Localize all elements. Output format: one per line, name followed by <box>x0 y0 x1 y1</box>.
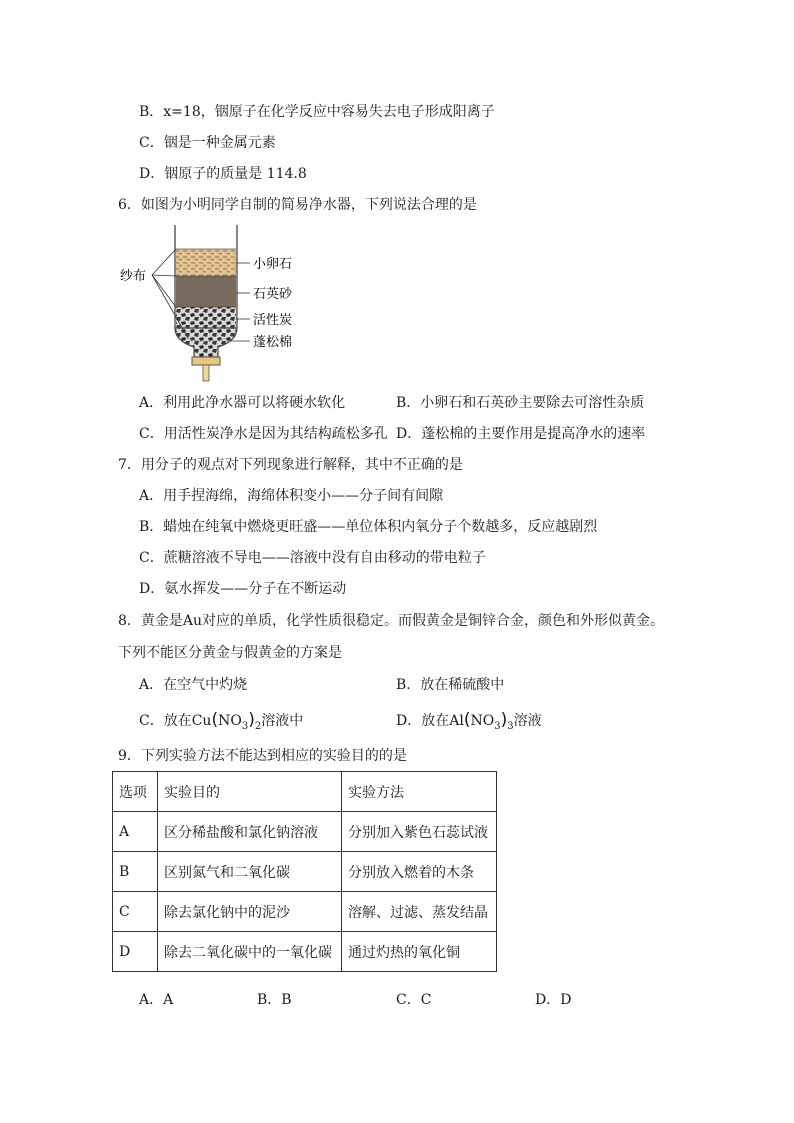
q7-option-c: C．蔗糖溶液不导电——溶液中没有自由移动的带电粒子 <box>139 550 486 566</box>
q8-option-c: C．放在$Cu(NO_3)_2$溶液中 <box>139 710 304 732</box>
label-pebble: 小卵石 <box>253 257 293 272</box>
q5-option-b: B．x=18，铟原子在化学反应中容易失去电子形成阳离子 <box>139 104 495 120</box>
table-row: D 除去二氧化碳中的一氧化碳 通过灼热的氧化铜 <box>113 932 497 972</box>
q7-option-a: A．用手捏海绵，海绵体积变小——分子间有间隙 <box>139 488 444 504</box>
q6-option-d: D．蓬松棉的主要作用是提高净水的速率 <box>396 426 646 442</box>
label-gauze: 纱布 <box>120 269 147 284</box>
q9-stem: 9．下列实验方法不能达到相应的实验目的的是 <box>118 748 407 764</box>
water-filter-diagram <box>118 225 318 385</box>
label-quartz-sand: 石英砂 <box>253 287 293 302</box>
q6-option-a: A．利用此净水器可以将硬水软化 <box>139 395 346 411</box>
table-header-row <box>113 772 497 812</box>
experiment-table <box>112 771 497 972</box>
q9-option-c: C．C <box>396 992 432 1008</box>
q8-option-a: A．在空气中灼烧 <box>139 677 248 693</box>
q6-option-b: B．小卵石和石英砂主要除去可溶性杂质 <box>396 395 645 411</box>
quartz-sand-layer <box>176 276 236 307</box>
q7-option-d: D．氨水挥发——分子在不断运动 <box>139 581 347 597</box>
q8-option-b: B．放在稀硫酸中 <box>396 677 505 693</box>
q8-stem-line2: 下列不能区分黄金与假黄金的方案是 <box>118 645 342 661</box>
cotton-layer <box>175 328 237 357</box>
header-option: 选项 <box>113 772 158 812</box>
table-row: A 区分稀盐酸和氯化钠溶液 分别加入紫色石蕊试液 <box>113 812 497 852</box>
q5-option-c: C．铟是一种金属元素 <box>139 135 276 151</box>
q6-stem: 6．如图为小明同学自制的简易净水器，下列说法合理的是 <box>118 197 477 213</box>
q9-option-b: B．B <box>257 992 292 1008</box>
header-purpose: 实验目的 <box>158 772 342 812</box>
label-cotton: 蓬松棉 <box>253 335 293 350</box>
q5-option-d: D．铟原子的质量是 114.8 <box>139 166 307 182</box>
label-activated-carbon: 活性炭 <box>253 313 293 328</box>
table-row: B 区别氮气和二氧化碳 分别放入燃着的木条 <box>113 852 497 892</box>
q7-option-b: B．蜡烛在纯氧中燃烧更旺盛——单位体积内氧分子个数越多，反应越剧烈 <box>139 519 598 535</box>
header-method: 实验方法 <box>342 772 497 812</box>
q7-stem: 7．用分子的观点对下列现象进行解释，其中不正确的是 <box>118 457 463 473</box>
pebble-layer <box>176 249 236 276</box>
q9-option-d: D．D <box>535 992 572 1008</box>
q8-option-d: D．放在$Al(NO_3)_3$溶液 <box>396 710 542 732</box>
q8-stem-line1: 8．黄金是Au对应的单质，化学性质很稳定。而假黄金是铜锌合金，颜色和外形似黄金。 <box>118 613 665 629</box>
activated-carbon-layer <box>176 307 236 328</box>
q9-option-a: A．A <box>139 992 174 1008</box>
table-row: C 除去氯化钠中的泥沙 溶解、过滤、蒸发结晶 <box>113 892 497 932</box>
q6-option-c: C．用活性炭净水是因为其结构疏松多孔 <box>139 426 388 442</box>
